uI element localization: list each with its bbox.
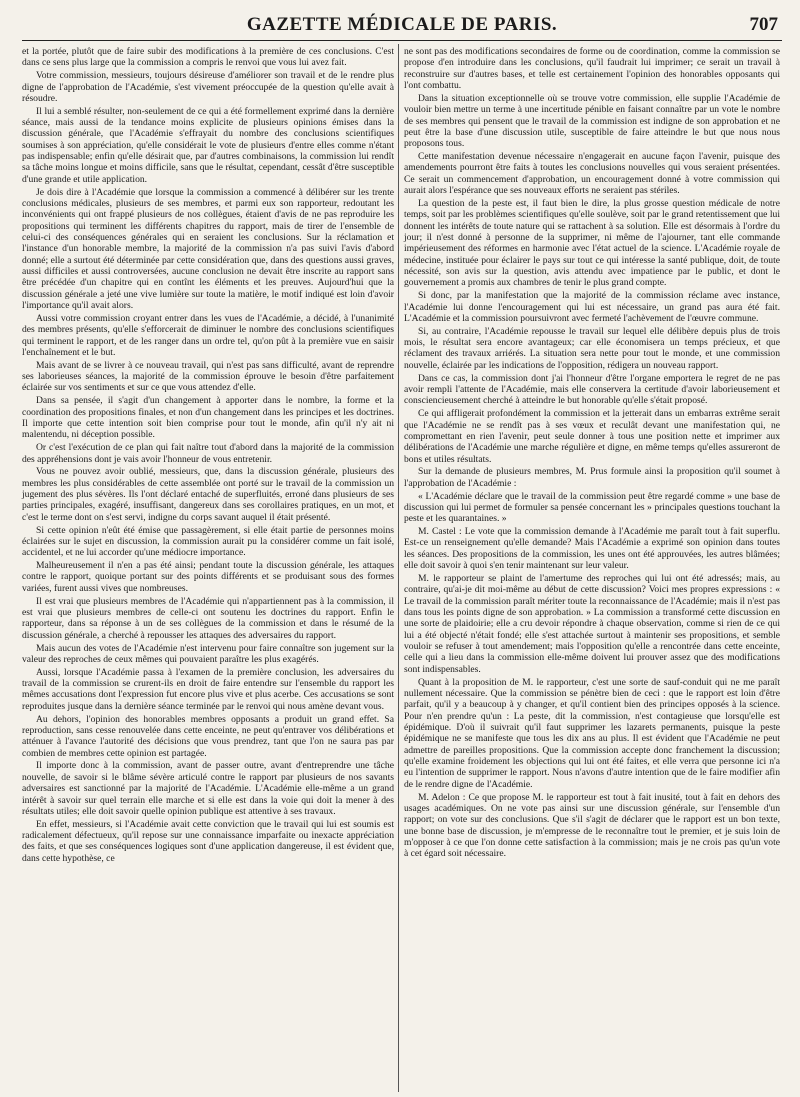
paragraph: M. Castel : Le vote que la commission demande à l'Académie me paraît tout à fait superflu. Est-ce un renseignement qu'elle demande? Mais l'Académie a exprimé son opinion dans toutes les séances. Des propositions de la commission, les unes ont été approuvées, les autres blâmées; elle doit savoir à quoi s'en tenir maintenant sur leur valeur. [404,526,780,572]
paragraph: Sur la demande de plusieurs membres, M. Prus formule ainsi la proposition qu'il soumet à l'approbation de l'Académie : [404,466,780,489]
column-divider [398,44,399,1092]
paragraph: M. le rapporteur se plaint de l'amertume des reproches qui lui ont été adressés; mais, au contraire, qu'ai-je dit moi-même au début de cette discussion? Voici mes propres expressions : « Le travail de la commission paraît mériter toute la reconnaissance de l'Académie; mais il n'est pas dans tous les points digne de son approbation. » La commission a transformé cette discussion en une sorte de plaidoirie; elle a cru devoir répondre à chaque observation, comme si rien de ce qui lui a été objecté n'était fondé; elle s'est attachée surtout à maintenir ses propositions, et semble vouloir se refuser à tout amendement; mais l'opposition qu'elle a rencontrée dans cette enceinte, celle qui a lieu dans la commission elle-même doivent lui prouver assez que des modifications sont indispensables. [404,572,780,675]
paragraph: Dans sa pensée, il s'agit d'un changement à apporter dans le nombre, la forme et la coordination des propositions finales, et non d'un changement dans les principes et les doctrines. Il importe que cette intention soit bien comprise pour tout le monde, afin qu'il n'y ait ni malentendu, ni déception possible. [22,395,394,441]
paragraph: Vous ne pouvez avoir oublié, messieurs, que, dans la discussion générale, plusieurs des membres les plus considérables de cette assemblée ont porté sur le travail de la commission un jugement des plus sévères. Ils l'ont déclaré entaché de superfluités, erroné dans plusieurs de ses parties principales, exagéré, insuffisant, dangereux dans ses corollaires pratiques, en un mot, et c'est le terme dont on s'est servi, indigne du corps savant auquel il était présenté. [22,466,394,523]
paragraph: Il importe donc à la commission, avant de passer outre, avant d'entreprendre une tâche nouvelle, de savoir si le blâme sévère articulé contre le rapport par plusieurs de nos savants adversaires est sanctionné par la majorité de l'Académie. L'Académie elle-même a un grand intérêt à savoir sur quel terrain elle marche et si elle est dans la voie qui doit la mener à des résultats utiles; elle doit savoir quelle opinion publique est attentive à ses travaux. [22,760,394,817]
paragraph: Je dois dire à l'Académie que lorsque la commission a commencé à délibérer sur les trente conclusions médicales, plusieurs de ses membres, et parmi eux son rapporteur, redoutant les inconvénients qui ont frappé plusieurs de nos collègues, étaient d'avis de ne pas reproduire les propositions qui terminent les différents chapitres du rapport, mais de tirer de l'ensemble de celui-ci des conséquences générales qui en seraient les conclusions. Sur la réclamation et l'instance d'un honorable membre, la majorité de la commission n'a pas suivi l'avis d'abord donné; elle a surtout été déterminée par cette considération que, dans des questions aussi graves, aussi difficiles et aussi controversées, aucune conclusion ne devait être inscrite au rapport sans être précédée d'un chapitre qui en contînt les éléments et les preuves. Aujourd'hui que la discussion générale a jeté une vive lumière sur toute la matière, le motif indiqué est loin d'avoir l'importance qu'il avait alors. [22,186,394,312]
paragraph: Cette manifestation devenue nécessaire n'engagerait en aucune façon l'avenir, puisque des amendements pourront être faits à toutes les conclusions nouvelles qui vous seraient présentées. Ce serait un commencement d'approbation, un encouragement donné à votre commission qui aurait alors l'espérance que ses nouveaux efforts ne seraient pas stériles. [404,151,780,197]
paragraph: Malheureusement il n'en a pas été ainsi; pendant toute la discussion générale, les attaques contre le rapport, quoique portant sur des points différents et se produisant sous des formes variées, furent aussi vives que nombreuses. [22,560,394,594]
paragraph: Dans ce cas, la commission dont j'ai l'honneur d'être l'organe emportera le regret de ne pas avoir rempli l'attente de l'Académie, mais elle conservera la certitude d'avoir laborieusement et consciencieusement cherché à atteindre le but honorable qu'elle s'était proposé. [404,372,780,407]
paragraph: Aussi, lorsque l'Académie passa à l'examen de la première conclusion, les adversaires du travail de la commission se crurent-ils en droit de faire entendre sur l'ensemble du rapport les mêmes accusations dont l'expression fut encore plus vive et plus acerbe. Ces accusations se sont reproduites jusque dans la dernière séance terminée par le renvoi qui nous amène devant vous. [22,666,394,712]
quoted-proposition: « L'Académie déclare que le travail de la commission peut être regardé comme » une base de discussion qui lui permet de formuler sa pensée concernant les » principales questions touchant la peste et les quarantaines. » [404,490,780,525]
page-number: 707 [749,14,778,35]
paragraph: Au dehors, l'opinion des honorables membres opposants a produit un grand effet. Sa reproduction, sans cesse renouvelée dans cette enceinte, ne peut qu'entraver vos délibérations et atténuer à l'avance l'autorité des décisions que vous prendrez, tant que l'on ne saura pas par combien de membres cette opinion est partagée. [22,713,394,759]
paragraph: La question de la peste est, il faut bien le dire, la plus grosse question médicale de notre temps, soit par les problèmes scientifiques qu'elle soulève, soit par le grand retentissement que lui donnent les intérêts de toute nature qui se rattachent à sa solution. Elle est désormais à l'ordre du jour; il n'est donné à personne de la supprimer, ni même de l'ajourner, tant elle commande impérieusement des réformes en harmonie avec l'état actuel de la science. L'Académie royale de médecine, instituée pour éclairer le pays sur tout ce qui intéresse la santé publique, doit, de toute nécessité, son avis sur la question, avis attendu avec impatience par le public, et dont le gouvernement a promis aux chambres de tenir le plus grand compte. [404,197,780,289]
journal-title: GAZETTE MÉDICALE DE PARIS. [246,14,558,35]
paragraph: Votre commission, messieurs, toujours désireuse d'améliorer son travail et de le rendre plus digne de l'approbation de l'Académie, s'est vivement préoccupée de la question qu'elle avait à résoudre. [22,70,394,104]
paragraph: Mais aucun des votes de l'Académie n'est intervenu pour faire connaître son jugement sur la valeur des reproches de ceux mêmes qui pouvaient paraître les plus exagérés. [22,642,394,665]
paragraph: M. Adelon : Ce que propose M. le rapporteur est tout à fait inusité, tout à fait en dehors des usages académiques. On ne vote pas ainsi sur une discussion générale, sur l'ensemble d'un rapport; on vote sur des conclusions. Que s'il s'agit de déclarer que le rapport est un bon texte, une bonne base de discussion, je m'empresse de le reconnaître tout le premier, et je suis loin de m'opposer à ce que l'on donne cette satisfaction à la commission; mais je ne crois pas qu'un vote à cet égard soit nécessaire. [404,791,780,860]
paragraph: Si donc, par la manifestation que la majorité de la commission réclame avec instance, l'Académie lui donne l'encouragement qui lui est nécessaire, un grand pas aura été fait. L'Académie et la commission poursuivront avec fermeté l'achèvement de l'œuvre commune. [404,290,780,324]
paragraph: Si, au contraire, l'Académie repousse le travail sur lequel elle délibère depuis plus de trois mois, le résultat sera encore avantageux; car elle économisera un temps précieux, et que réclament des travaux arriérés. La situation sera nette pour tout le monde, et une commission nouvelle, éclairée par les indications de l'opposition, rédigera un nouveau rapport. [404,325,780,371]
paragraph: et la portée, plutôt que de faire subir des modifications à la première de ces conclusions. C'est dans ce sens plus large que la commission a compris le renvoi que vous lui avez fait. [22,46,394,69]
paragraph: Dans la situation exceptionnelle où se trouve votre commission, elle supplie l'Académie de vouloir bien mettre un terme à une incertitude pénible en faisant connaître par un vote le nombre de ses membres qui pensent que le travail de la commission est indigne de son approbation et ne peut être la base d'une discussion utile, susceptible de faire atteindre le but que nous nous proposons tous. [404,92,780,150]
paragraph: Il est vrai que plusieurs membres de l'Académie qui n'appartiennent pas à la commission, il est vrai que plusieurs membres de celle-ci ont soutenu les doctrines du rapport. Enfin le rapporteur, dans sa réponse à un de ses collègues de la commission et dans le résumé de la discussion générale, a cherché à repousser les attaques des adversaires du rapport. [22,595,394,641]
paragraph: Il lui a semblé résulter, non-seulement de ce qui a été formellement exprimé dans la dernière séance, mais aussi de la tendance moins explicite de plusieurs opinions émises dans la discussion générale, que l'Académie s'effrayait du nombre des conclusions scientifiques soumises à son appréciation, qu'elle considérait le vote de plusieurs d'entre elles comme n'étant pas indispensable; enfin qu'elle désirait que, par d'autres combinaisons, la commission lui rendît sa tâche moins longue et moins difficile, sans que le résultat, cependant, cessât d'être susceptible d'une grande et utile application. [22,105,394,185]
paragraph: Ce qui affligerait profondément la commission et la jetterait dans un embarras extrême serait que l'Académie ne se rendît pas à ses vœux et reculât devant une manifestation qui, ne compromettant en rien l'avenir, peut seule donner à tous une position nette et imprimer aux délibérations de l'Académie une marche régulière et digne, en même temps qu'elles assureront de bons et utiles résultats. [404,408,780,465]
left-column [22,46,394,866]
paragraph: Mais avant de se livrer à ce nouveau travail, qui n'est pas sans difficulté, avant de reprendre ses laborieuses séances, la majorité de la commission éprouve le besoin d'être parfaitement éclairée sur vos sentiments et sur ce que vous attendez d'elle. [22,359,394,394]
paragraph: Quant à la proposition de M. le rapporteur, c'est une sorte de sauf-conduit qui ne me paraît nullement nécessaire. Que la commission se pénètre bien de ceci : que le rapport est loin d'être parfait, qu'il y a beaucoup à y changer, et qu'il contient bien des principes opposés à la science. Pour n'en prendre qu'un : La peste, dit la commission, n'est contagieuse que lorsqu'elle est épidémique. D'où il suivrait qu'il faut supprimer les lazarets permanents, puisque la peste épidémique ne se manifeste que tous les dix ans au plus. Il est évident que l'Académie ne peut admettre de pareilles propositions. Que la commission accepte donc franchement la discussion; qu'elle examine froidement les objections qui lui ont été faites, et elle verra que personne ici n'a eu l'intention de supprimer le rapport. Nous n'avons d'autre intention que de le faire modifier afin de le rendre digne de l'Académie. [404,676,780,790]
paragraph: Or c'est l'exécution de ce plan qui fait naître tout d'abord dans la majorité de la commission des appréhensions dont je vais avoir l'honneur de vous entretenir. [22,442,394,465]
paragraph: Aussi votre commission croyant entrer dans les vues de l'Académie, a décidé, à l'unanimité des membres présents, qu'elle s'efforcerait de diminuer le nombre des conclusions scientifiques qui terminent le rapport, et de les ranger dans un ordre tel, qu'on pût à la première vue en saisir l'enchaînement et le but. [22,312,394,358]
page-header [22,12,782,40]
paragraph: ne sont pas des modifications secondaires de forme ou de coordination, comme la commission se propose d'en introduire dans les conclusions, qu'il faudrait lui imprimer; ce serait un travail à reconstruire sur d'autres bases, et telle est certainement l'opinion des honorables opposants qui l'ont combattu. [404,46,780,92]
header-rule [22,40,782,41]
right-column [404,46,780,861]
paragraph: En effet, messieurs, si l'Académie avait cette conviction que le travail qui lui est soumis est radicalement défectueux, qu'il repose sur une connaissance imparfaite ou inexacte appréciation des faits, et que ses conséquences logiques sont d'une application dangereuse, il est évident que, dans cette hypothèse, ce [22,818,394,864]
paragraph: Si cette opinion n'eût été émise que passagèrement, si elle était partie de personnes moins éclairées sur le sujet en discussion, la commission aurait pu la considérer comme un fait isolé, accidentel, et ne lui accorder qu'une médiocre importance. [22,524,394,559]
